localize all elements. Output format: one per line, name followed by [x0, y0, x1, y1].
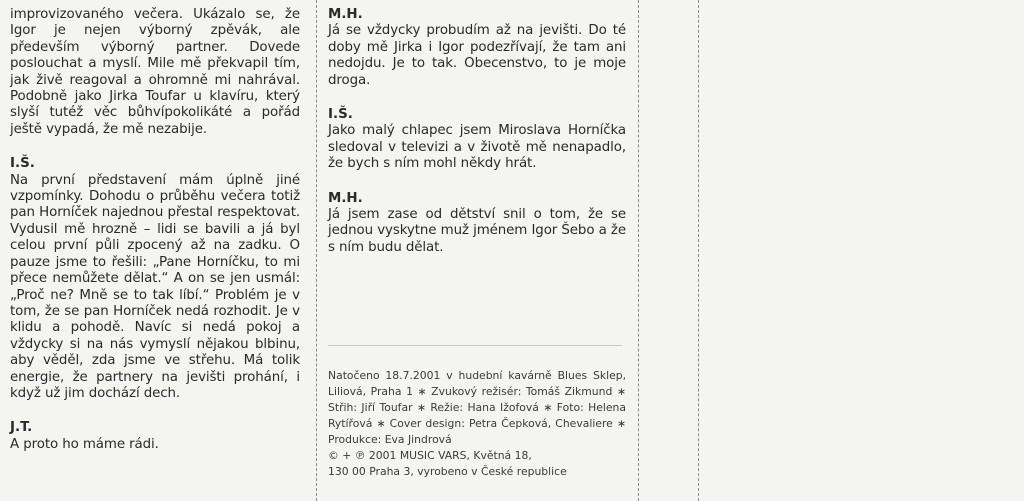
credits-recording: Natočeno 18.7.2001 v hudební kavárně Blues Sklep, Liliová, Praha 1 ∗ Zvukový režisér: Tomáš Zikmund ∗ Střih: Jiří Toufar ∗ Režie: Hana Ižofová ∗ Foto: Helena Rytířová ∗ Cover design: Petra Čepková, Chevaliere ∗ Produkce: Eva Jindrová [328, 369, 626, 446]
left-text-column [10, 7, 300, 453]
mh-statement-1: Já se vždycky probudím až na jevišti. Do té doby mě Jirka i Igor podezřívají, že tam ani nedojdu. Je to tak. Obecenstvo, to je moje droga. [328, 23, 626, 88]
speaker-jt: J.T. [10, 420, 33, 436]
credits-divider [328, 345, 622, 346]
left-text-panel [0, 0, 316, 501]
credits-address: 130 00 Praha 3, vyrobeno v České republice [328, 465, 567, 478]
speaker-mh-1: M.H. [328, 7, 363, 22]
is-statement-1: Na první představení mám úplně jiné vzpomínky. Dohodu o průběhu večera totiž pan Horníček najednou přestal respektovat. Vydusil mě hrozně – lidi se bavili a já byl celou první půli zpocený až na zadku. O pauze jsme to řešili: „Pane Horníčku, to mi přece nemůžete dělat.“ A on se jen usmál: „Proč ne? Mně se to tak líbí.“ Problém je v tom, že se pan Horníček nedá rozhodit. Je v klidu a pohodě. Navíc si nedá pokoj a vždycky si na nás vymyslí nějakou blbinu, aby věděl, zda jsme ve střehu. Má tolik energie, že partnery na jevišti prohání, i když už jim dochází dech. [10, 172, 300, 401]
middle-text-panel [316, 0, 638, 501]
speaker-mh-2: M.H. [328, 190, 363, 206]
middle-text-column [328, 7, 626, 256]
blank-panel [698, 0, 1024, 501]
jt-statement: A proto ho máme rádi. [10, 436, 159, 452]
speaker-is-1: I.Š. [10, 156, 35, 172]
credits-block [328, 368, 626, 480]
credits-copyright: © + ℗ 2001 MUSIC VARS, Květná 18, [328, 449, 532, 462]
is-statement-2: Jako malý chlapec jsem Miroslava Horníčka sledoval v televizi a v životě mě nenapadlo, že bych s ním mohl někdy hrát. [328, 123, 626, 172]
mh-statement-2: Já jsem zase od dětství snil o tom, že se jednou vyskytne muž jménem Igor Šebo a že s ním budu dělat. [328, 207, 626, 255]
intro-paragraph: improvizovaného večera. Ukázalo se, že Igor je nejen výborný zpěvák, ale především výborný partner. Dovede poslouchat a myslí. Mile mě překvapil tím, jak živě reagoval a ohromně mi nahrával. Podobně jako Jirka Toufar u klavíru, který slyší tutéž věc bůhvípokolikáté a pořád ještě vypadá, že mě nezabije. [10, 7, 300, 137]
speaker-is-2: I.Š. [328, 107, 353, 123]
spine-panel [638, 0, 698, 501]
